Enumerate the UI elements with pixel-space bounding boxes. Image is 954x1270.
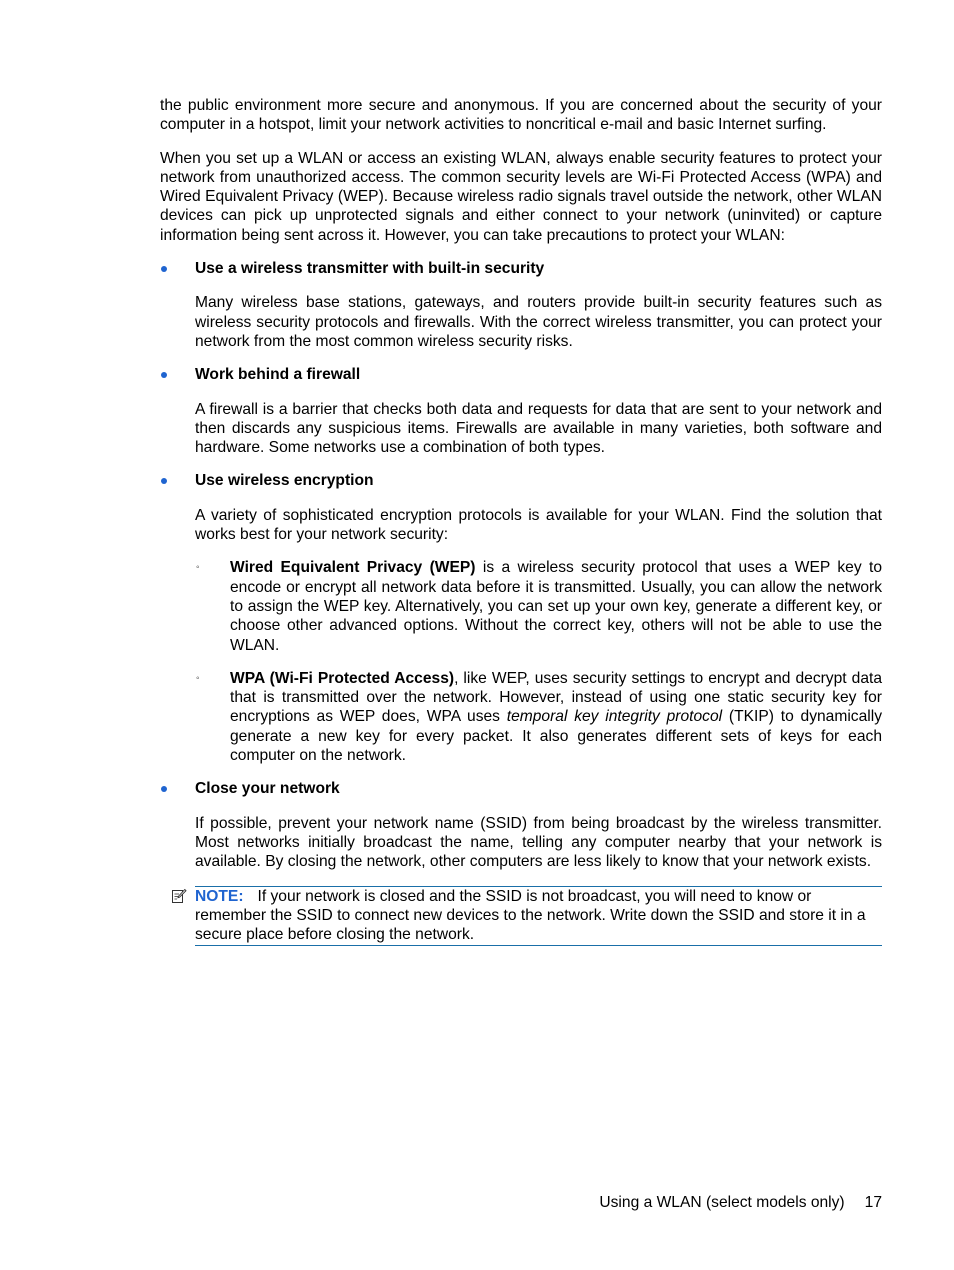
sub-bullet-term: WPA (Wi-Fi Protected Access)	[230, 669, 455, 687]
note-text: If your network is closed and the SSID is not broadcast, you will need to know or remember the SSID to connect new devices to the network. Write down the SSID and store it in a secure place before closing the network.	[195, 887, 866, 944]
sub-bullet-text: is a wireless security protocol that uses a WEP key to encode or encrypt all network data before it is transmitted. Usually, you can allow the network to assign the WEP key. Alternatively, you can set up your own key, generate a different key, or choose other advanced options. Without the correct key, others will not be able to use the WLAN.	[230, 559, 882, 654]
bullet-body: A firewall is a barrier that checks both data and requests for data that are sent to your network and then discards any suspicious items. Firewalls are available in many varieties, both software and hardware. Some networks use a combination of both types.	[195, 400, 882, 457]
bullet-body: A variety of sophisticated encryption protocols is available for your WLAN. Find the solution that works best for your network security:	[195, 506, 882, 544]
bullet-title: Close your network	[195, 780, 340, 798]
sub-bullet-italic: temporal key integrity protocol	[506, 708, 723, 726]
bullet-dot-icon	[161, 372, 167, 378]
bullet-item	[160, 365, 882, 384]
sub-bullet-item	[160, 669, 882, 765]
bullet-body: Many wireless base stations, gateways, and routers provide built-in security features such as wireless security protocols and firewalls. With the correct wireless transmitter, you can protect your network from the most common wireless security risks.	[195, 294, 882, 350]
intro-paragraph-2: When you set up a WLAN or access an existing WLAN, always enable security features to protect your network from unauthorized access. The common security levels are Wi-Fi Protected Access (WPA) and Wired Equivalent Privacy (WEP). Because wireless radio signals travel outside the network, other WLAN devices can pick up unprotected signals and either connect to your network (uninvited) or capture information being sent across it. However, you can take precautions to protect your WLAN:	[160, 149, 882, 244]
bullet-item	[160, 259, 882, 278]
bullet-dot-icon	[161, 786, 167, 792]
bullet-title: Use a wireless transmitter with built-in security	[195, 260, 545, 278]
bullet-dot-icon	[161, 478, 167, 484]
sub-bullet-text-after: (TKIP) to dynamically generate a new key for every packet. It also generates different sets of keys for each computer on the network.	[230, 708, 882, 765]
note-box	[195, 886, 882, 947]
sub-bullet-text: , like WEP, uses security settings to encrypt and decrypt data that is transmitted over the network. However, instead of using one static security key for encryptions as WEP does, WPA uses	[230, 669, 882, 726]
footer-section-title: Using a WLAN (select models only)	[599, 1194, 845, 1211]
bullet-title: Work behind a firewall	[195, 366, 361, 384]
bullet-item	[160, 471, 882, 490]
page-content	[160, 96, 882, 946]
intro-paragraph-1: the public environment more secure and anonymous. If you are concerned about the security of your computer in a hotspot, limit your network activities to noncritical e-mail and basic Internet surfing.	[160, 97, 882, 134]
page-number: 17	[864, 1194, 882, 1211]
page-footer	[599, 1193, 882, 1212]
note-label: NOTE:	[195, 887, 244, 905]
circle-bullet-icon: ◦	[196, 672, 200, 684]
note-pencil-icon	[171, 888, 187, 904]
sub-bullet-term: Wired Equivalent Privacy (WEP)	[230, 559, 476, 577]
bullet-title: Use wireless encryption	[195, 472, 374, 490]
circle-bullet-icon: ◦	[196, 562, 200, 574]
bullet-body: If possible, prevent your network name (SSID) from being broadcast by the wireless transmitter. Most networks initially broadcast the name, telling any computer nearby that your network is available. By closing the network, other computers are less likely to know that your network exists.	[195, 814, 882, 871]
bullet-item	[160, 779, 882, 798]
sub-bullet-item	[160, 558, 882, 654]
bullet-dot-icon	[161, 266, 167, 272]
